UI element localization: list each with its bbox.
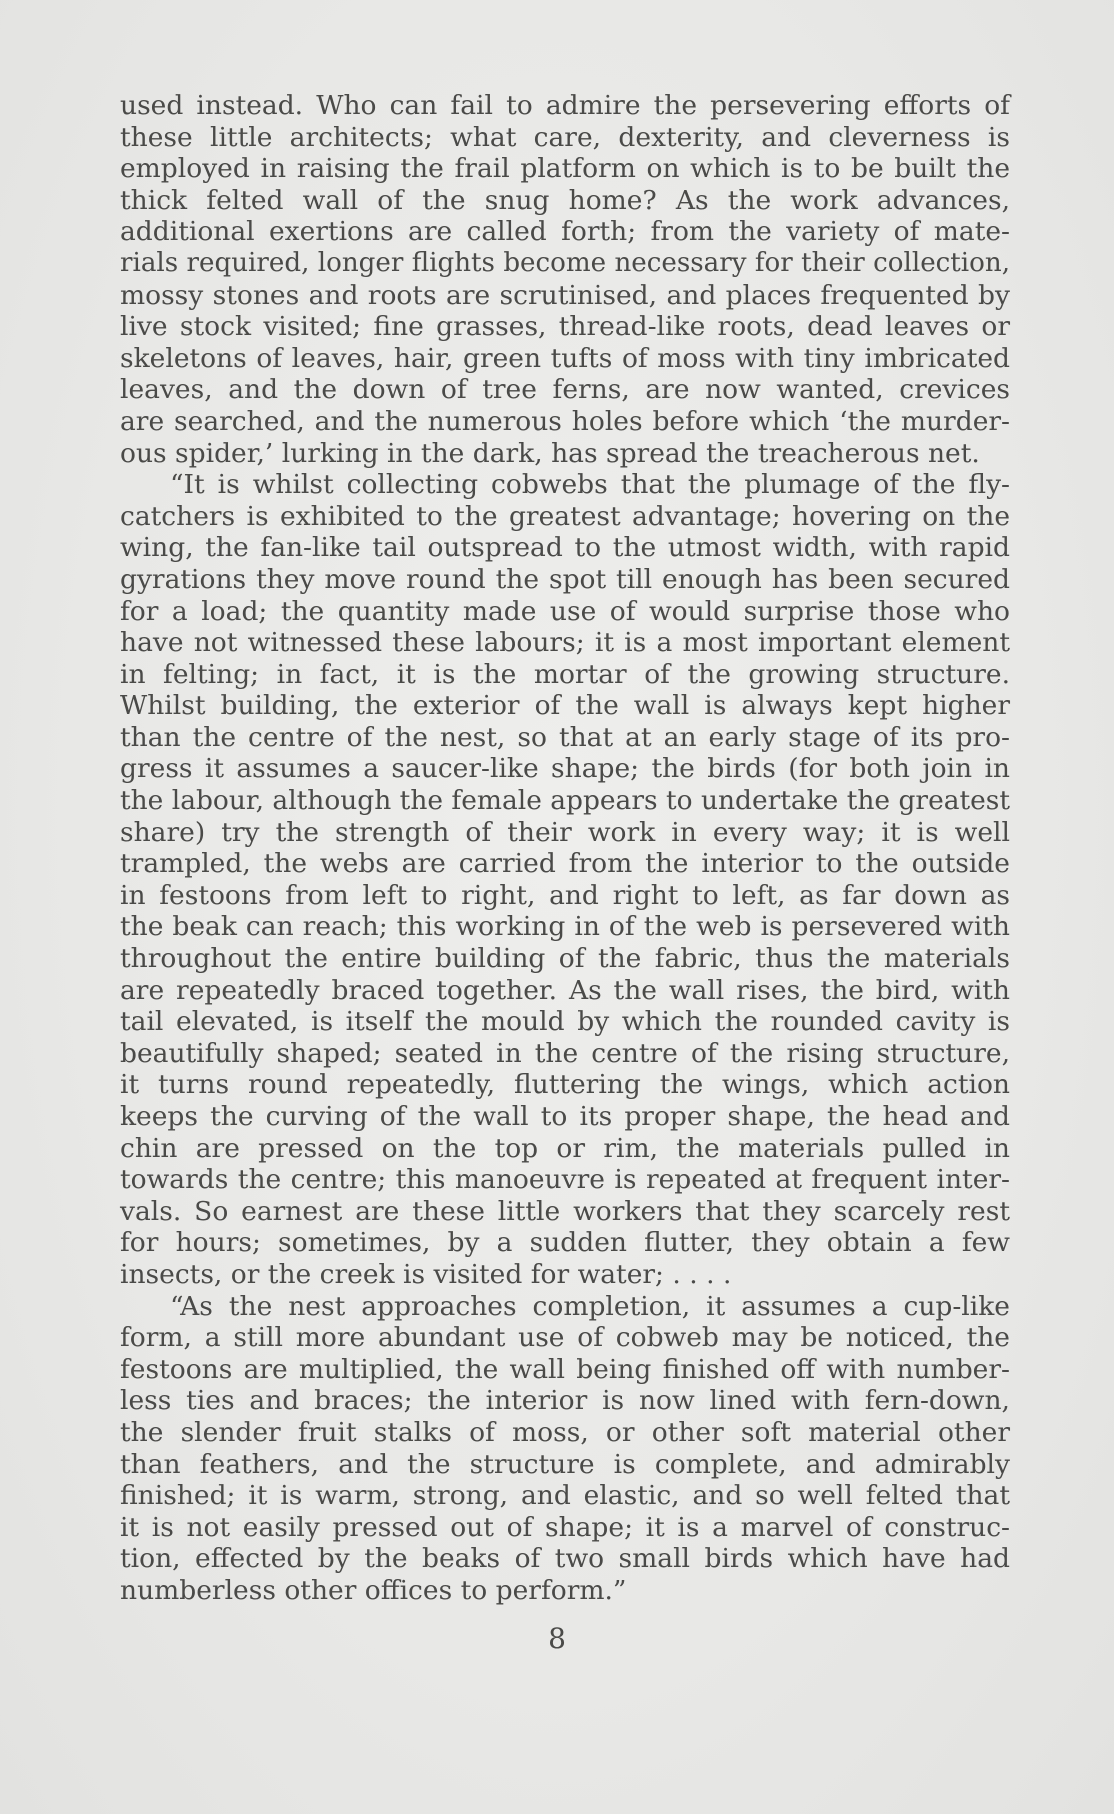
text-line: have not witnessed these labours; it is a most important element <box>120 627 1010 659</box>
text-line: the slender fruit stalks of moss, or other soft material other <box>120 1416 1010 1448</box>
text-line: throughout the entire building of the fabric, thus the materials <box>120 943 1010 975</box>
text-line: chin are pressed on the top or rim, the materials pulled in <box>120 1132 1010 1164</box>
text-line: “It is whilst collecting cobwebs that the plumage of the fly- <box>170 469 1010 501</box>
text-line: keeps the curving of the wall to its proper shape, the head and <box>120 1101 1010 1132</box>
text-line: are searched, and the numerous holes before which ‘the murder- <box>120 405 1010 437</box>
text-line: insects, or the creek is visited for water; . . . . <box>120 1258 732 1290</box>
text-line: skeletons of leaves, hair, green tufts of moss with tiny imbricated <box>120 342 1010 374</box>
text-line: gress it assumes a saucer-like shape; the birds (for both join in <box>120 753 1010 785</box>
text-line: numberless other offices to perform.” <box>120 1574 627 1606</box>
text-line: rials required, longer flights become necessary for their collection, <box>120 247 1010 278</box>
text-line: the labour, although the female appears to undertake the greatest <box>120 785 1010 817</box>
text-line: festoons are multiplied, the wall being finished off with number- <box>120 1353 1010 1385</box>
text-line: towards the centre; this manoeuvre is repeated at frequent inter- <box>120 1164 1010 1196</box>
text-line: beautifully shaped; seated in the centre of the rising structure, <box>120 1037 1010 1069</box>
text-line: the beak can reach; this working in of the web is persevered with <box>120 911 1010 943</box>
text-line: it is not easily pressed out of shape; it is a marvel of construc- <box>120 1511 1010 1543</box>
text-line: wing, the fan-like tail outspread to the utmost width, with rapid <box>120 532 1010 564</box>
text-line: “As the nest approaches completion, it assumes a cup-like <box>170 1290 1010 1322</box>
body-text <box>120 90 1010 1607</box>
text-line: thick felted wall of the snug home? As the work advances, <box>120 184 1010 216</box>
text-line: employed in raising the frail platform on which is to be built the <box>120 153 1010 185</box>
paragraph-1 <box>120 90 1010 469</box>
text-line: additional exertions are called forth; from the variety of mate- <box>120 216 1010 248</box>
text-line: for a load; the quantity made use of would surprise those who <box>120 595 1010 627</box>
text-line: share) try the strength of their work in every way; it is well <box>120 816 1010 848</box>
text-line: it turns round repeatedly, fluttering the wings, which action <box>120 1069 1010 1101</box>
paragraph-2 <box>120 469 1010 1290</box>
text-line: finished; it is warm, strong, and elastic, and so well felted that <box>120 1480 1010 1512</box>
text-line: for hours; sometimes, by a sudden flutter, they obtain a few <box>120 1227 1010 1259</box>
paragraph-3 <box>120 1291 1010 1607</box>
text-line: mossy stones and roots are scrutinised, and places frequented by <box>120 279 1010 311</box>
text-line: ous spider,’ lurking in the dark, has spread the treacherous net. <box>120 437 980 469</box>
text-line: than feathers, and the structure is complete, and admirably <box>120 1448 1010 1480</box>
page-number: 8 <box>548 1622 566 1655</box>
text-line: tion, effected by the beaks of two small birds which have had <box>120 1543 1010 1575</box>
text-line: are repeatedly braced together. As the wall rises, the bird, with <box>120 974 1010 1006</box>
text-line: vals. So earnest are these little workers that they scarcely rest <box>120 1195 1010 1227</box>
text-line: Whilst building, the exterior of the wall is always kept higher <box>120 690 1010 722</box>
text-line: used instead. Who can fail to admire the persevering efforts of <box>120 90 1010 121</box>
text-line: less ties and braces; the interior is now lined with fern-down, <box>120 1385 1010 1417</box>
text-line: form, a still more abundant use of cobweb may be noticed, the <box>120 1322 1010 1354</box>
text-line: in felting; in fact, it is the mortar of the growing structure. <box>120 658 1010 690</box>
text-line: catchers is exhibited to the greatest advantage; hovering on the <box>120 500 1010 532</box>
text-line: leaves, and the down of tree ferns, are now wanted, crevices <box>120 374 1010 406</box>
text-line: trampled, the webs are carried from the interior to the outside <box>120 848 1010 880</box>
text-line: tail elevated, is itself the mould by which the rounded cavity is <box>120 1006 1010 1038</box>
text-line: live stock visited; fine grasses, thread-like roots, dead leaves or <box>120 311 1010 343</box>
text-line: in festoons from left to right, and right to left, as far down as <box>120 879 1010 911</box>
text-line: gyrations they move round the spot till enough has been secured <box>120 563 1010 595</box>
text-line: than the centre of the nest, so that at an early stage of its pro- <box>120 721 1010 753</box>
text-line: these little architects; what care, dexterity, and cleverness is <box>120 121 1010 153</box>
